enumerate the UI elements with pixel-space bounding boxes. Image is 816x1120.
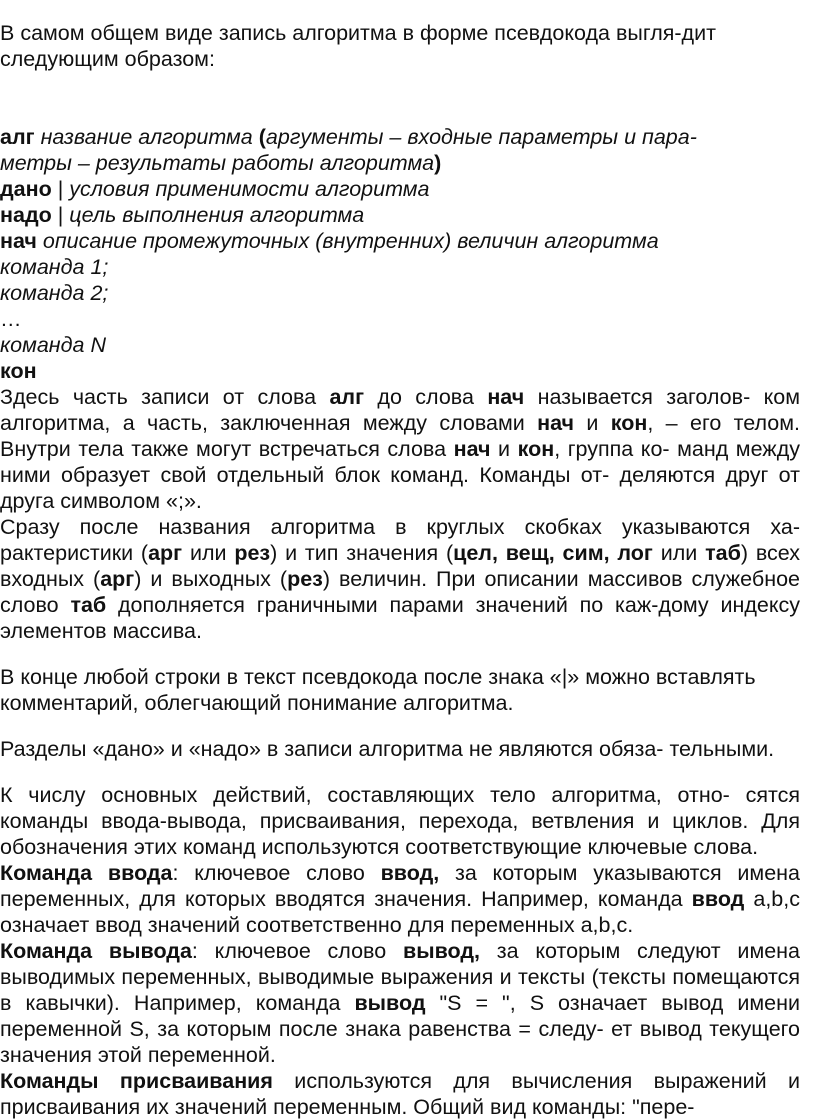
text: ) величин. При описании массивов служебное слово xyxy=(0,567,800,617)
text: до слова xyxy=(364,385,488,409)
nado-line xyxy=(0,202,800,228)
text: ) и выходных ( xyxy=(134,567,288,591)
keyword: вывод xyxy=(354,991,426,1015)
dano-line xyxy=(0,176,800,202)
alg-name: название алгоритма xyxy=(40,125,253,149)
alg-header-line xyxy=(0,124,800,150)
optional-sections-paragraph: Разделы «дано» и «надо» в записи алгоритма не являются обяза- тельными. xyxy=(0,737,775,761)
text: "S = ", S означает вывод имени переменной S, за которым после знака равенства = следу- ет вывод текущего значения этой переменной. xyxy=(0,991,800,1067)
keyword-nach: нач xyxy=(0,229,37,253)
text: или xyxy=(652,541,706,565)
characteristics-paragraph xyxy=(0,514,800,644)
keyword: Команда ввода xyxy=(0,861,173,885)
keyword: нач xyxy=(453,437,491,461)
keyword: Команда вывода xyxy=(0,939,192,963)
command-1-line xyxy=(0,254,800,280)
keyword: Команды присваивания xyxy=(0,1069,273,1093)
keyword: алг xyxy=(329,385,365,409)
nach-text: описание промежуточных (внутренних) величин алгоритма xyxy=(42,229,659,253)
keyword: кон xyxy=(610,411,648,435)
text: ) всех входных ( xyxy=(0,541,801,591)
spacer xyxy=(0,644,800,664)
text: , – его телом. Внутри тела также могут встречаться слова xyxy=(0,411,800,461)
spacer xyxy=(0,72,800,124)
intro-paragraph: В самом общем виде запись алгоритма в форме псевдокода выгля-дит следующим образом: xyxy=(0,21,716,71)
alg-args-1: аргументы – входные параметры и пара- xyxy=(265,125,697,149)
close-paren: ) xyxy=(434,151,442,175)
keyword: рез xyxy=(287,567,323,591)
text: используются для вычисления выражений и присваивания их значений переменным. Общий вид команды: "пере- xyxy=(0,1069,800,1119)
command-1: команда 1; xyxy=(0,255,109,279)
keyword-alg: алг xyxy=(0,125,35,149)
text: : ключевое слово xyxy=(191,939,403,963)
text: : ключевое слово xyxy=(172,861,381,885)
text: за которым указываются имена переменных, для которых вводятся значения. Например, команда xyxy=(0,861,801,911)
comment-paragraph: В конце любой строки в текст псевдокода после знака «|» можно вставлять комментарий, облегчающий понимание алгоритма. xyxy=(0,665,756,715)
document-page xyxy=(0,20,800,1120)
text: , группа ко- манд между ними образует свой отдельный блок команд. Команды от- деляются друг от друга символом «;». xyxy=(0,437,800,513)
text: за которым следуют имена выводимых переменных, выводимые выражения и тексты (тексты помещаются в кавычки). Например, команда xyxy=(0,939,801,1015)
keyword: вывод, xyxy=(403,939,480,963)
keyword-nado: надо xyxy=(0,203,52,227)
output-command-paragraph xyxy=(0,938,800,1068)
text: дополняется граничными парами значений по каж-дому индексу элементов массива. xyxy=(0,593,801,643)
alg-header-line-2 xyxy=(0,150,800,176)
command-2-line xyxy=(0,280,800,306)
text: a,b,c означает ввод значений соответственно для переменных a,b,c. xyxy=(0,887,800,937)
separator: | xyxy=(51,177,70,201)
assignment-command-paragraph xyxy=(0,1068,800,1120)
keyword: ввод, xyxy=(380,861,440,885)
command-n-line xyxy=(0,332,800,358)
nach-line xyxy=(0,228,800,254)
alg-args-2: метры – результаты работы алгоритма xyxy=(0,151,435,175)
header-body-paragraph xyxy=(0,384,800,514)
text: называется заголов- ком алгоритма, а часть, заключенная между словами xyxy=(0,385,800,435)
keyword: нач xyxy=(487,385,525,409)
text: ) и тип значения ( xyxy=(270,541,454,565)
keyword: таб xyxy=(70,593,107,617)
keyword: таб xyxy=(705,541,741,565)
command-2: команда 2; xyxy=(0,281,109,305)
dano-text: условия применимости алгоритма xyxy=(69,177,430,201)
keyword: арг xyxy=(100,567,135,591)
keyword: нач xyxy=(537,411,575,435)
nado-text: цель выполнения алгоритма xyxy=(69,203,365,227)
ellipsis-line xyxy=(0,306,800,332)
text: и xyxy=(574,411,611,435)
text: или xyxy=(182,541,235,565)
keyword-dano: дано xyxy=(0,177,52,201)
ellipsis: … xyxy=(0,307,22,331)
text: и xyxy=(490,437,518,461)
keyword: цел, вещ, сим, лог xyxy=(453,541,653,565)
spacer xyxy=(0,716,800,736)
open-paren: ( xyxy=(258,125,266,149)
keyword: кон xyxy=(517,437,555,461)
text: Сразу после названия алгоритма в круглых скобках указываются ха-рактеристики ( xyxy=(0,515,800,565)
input-command-paragraph xyxy=(0,860,800,938)
keyword-kon: кон xyxy=(0,359,37,383)
command-n: команда N xyxy=(0,333,106,357)
keyword: арг xyxy=(148,541,183,565)
kon-line xyxy=(0,358,800,384)
keyword: ввод xyxy=(691,887,745,911)
text: Здесь часть записи от слова xyxy=(0,385,330,409)
keyword: рез xyxy=(234,541,271,565)
spacer xyxy=(0,762,800,782)
actions-paragraph: К числу основных действий, составляющих тело алгоритма, отно- сятся команды ввода-вывода, присваивания, перехода, ветвления и циклов. Для обозначения этих команд используются соответствующие ключевые слова. xyxy=(0,783,800,859)
pseudocode-block xyxy=(0,124,800,384)
separator: | xyxy=(51,203,70,227)
